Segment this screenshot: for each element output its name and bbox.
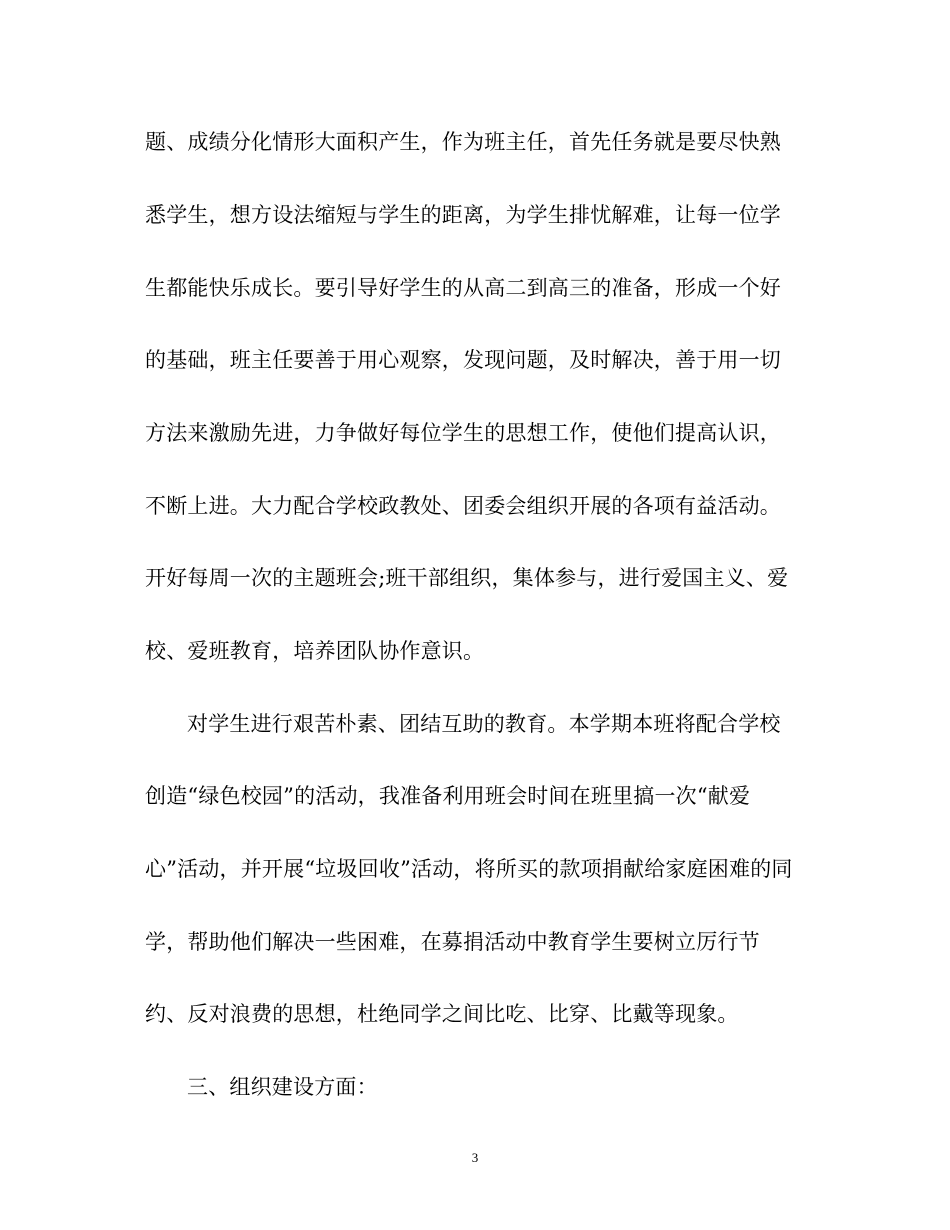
body-text-line: 心”活动，并开展“垃圾回收”活动，将所买的款项捐献给家庭困难的同 [145,857,793,881]
section-heading: 三、组织建设方面： [187,1075,378,1099]
body-text-line: 方法来激励先进，力争做好每位学生的思想工作，使他们提高认识， [145,421,781,445]
body-text-line: 校、爱班教育，培养团队协作意识。 [145,639,485,663]
body-text-line: 生都能快乐成长。要引导好学生的从高二到高三的准备，形成一个好 [145,276,781,300]
page-number: 3 [471,1150,479,1165]
body-text-line: 的基础，班主任要善于用心观察，发现问题，及时解决，善于用一切 [145,348,781,372]
body-text-line: 学，帮助他们解决一些困难，在募捐活动中教育学生要树立厉行节 [145,930,760,954]
body-text-line: 约、反对浪费的思想，杜绝同学之间比吃、比穿、比戴等现象。 [145,1002,739,1026]
paragraph-first-line: 对学生进行艰苦朴素、团结互助的教育。本学期本班将配合学校 [187,712,781,736]
body-text-line: 题、成绩分化情形大面积产生，作为班主任，首先任务就是要尽快熟 [145,130,781,154]
body-text-line: 不断上进。大力配合学校政教处、团委会组织开展的各项有益活动。 [145,494,781,518]
body-text-line: 创造“绿色校园”的活动，我准备利用班会时间在班里搞一次“献爱 [145,784,751,808]
body-text-line: 开好每周一次的主题班会;班干部组织，集体参与，进行爱国主义、爱 [145,566,789,590]
body-text-line: 悉学生，想方设法缩短与学生的距离，为学生排忧解难，让每一位学 [145,203,781,227]
